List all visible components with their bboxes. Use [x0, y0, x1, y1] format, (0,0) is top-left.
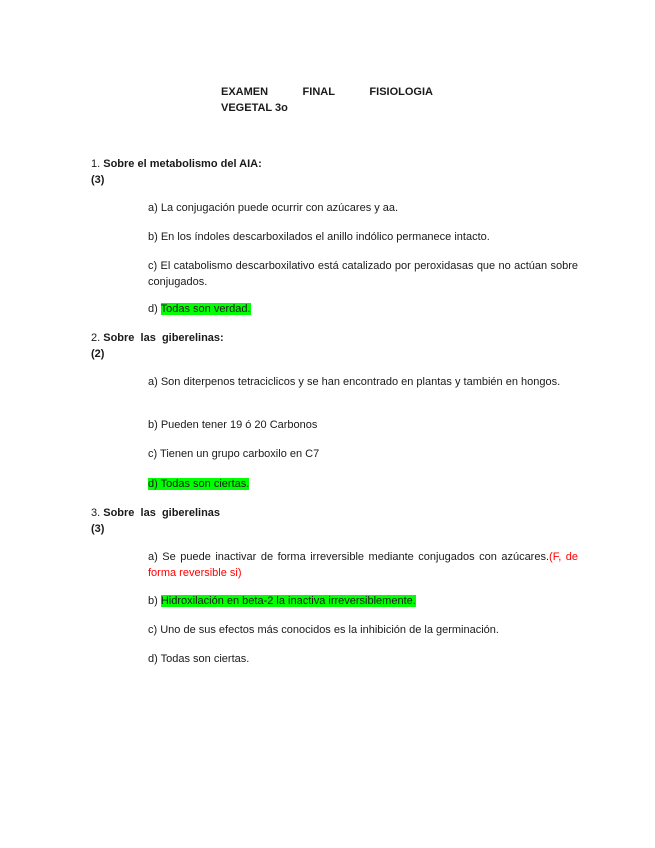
- question-1-option-c: c) El catabolismo descarboxilativo está catalizado por peroxidasas que no actúan sobre conjugados.: [148, 260, 578, 288]
- question-2-option-d-highlight: d) Todas son ciertas.: [148, 478, 250, 490]
- question-2-option-a: a) Son diterpenos tetraciclicos y se han encontrado en plantas y también en hongos.: [148, 376, 561, 388]
- question-2-heading: Sobre las giberelinas:: [103, 332, 224, 344]
- question-2-header: [91, 330, 591, 362]
- question-3-option-b-prefix: b): [148, 595, 161, 607]
- question-3-option-a: [148, 549, 578, 581]
- question-3-option-c: c) Uno de sus efectos más conocidos es la inhibición de la germinación.: [148, 624, 499, 636]
- title-line-2: VEGETAL 3o: [221, 102, 288, 114]
- question-2-option-b: b) Pueden tener 19 ó 20 Carbonos: [148, 419, 318, 431]
- question-3-option-a-text: a) Se puede inactivar de forma irreversible mediante conjugados con azúcares.: [148, 551, 550, 563]
- question-1-option-d: [148, 301, 578, 317]
- question-3-points: (3): [91, 523, 105, 535]
- question-3-heading: Sobre las giberelinas: [103, 507, 221, 519]
- question-3-header: [91, 505, 591, 537]
- title-word-final: FINAL: [302, 86, 335, 98]
- question-1-points: (3): [91, 174, 105, 186]
- question-1-option-a: a) La conjugación puede ocurrir con azúcares y aa.: [148, 202, 399, 214]
- question-1-heading: Sobre el metabolismo del AIA:: [103, 158, 262, 170]
- question-1-option-d-prefix: d): [148, 303, 161, 315]
- question-3-number: 3.: [91, 507, 101, 519]
- title-word-examen: EXAMEN: [221, 86, 269, 98]
- question-1-option-d-highlight: Todas son verdad.: [160, 303, 251, 315]
- question-3-option-b-highlight: Hidroxilación en beta-2 la inactiva irreversiblemente.: [160, 595, 416, 607]
- question-1-number: 1.: [91, 158, 101, 170]
- question-3-option-a-note: (F, de forma reversible si): [148, 551, 579, 579]
- title-word-fisiologia: FISIOLOGIA: [369, 86, 433, 98]
- question-3-option-b: [148, 593, 578, 609]
- question-1-option-b: b) En los índoles descarboxilados el anillo indólico permanece intacto.: [148, 231, 490, 243]
- question-2-points: (2): [91, 348, 105, 360]
- question-1-header: [91, 156, 591, 188]
- question-2-number: 2.: [91, 332, 101, 344]
- question-2-option-c: c) Tienen un grupo carboxilo en C7: [148, 448, 320, 460]
- exam-title: [221, 84, 433, 116]
- question-2-option-d: [148, 476, 578, 492]
- question-3-option-d: d) Todas son ciertas.: [148, 653, 250, 665]
